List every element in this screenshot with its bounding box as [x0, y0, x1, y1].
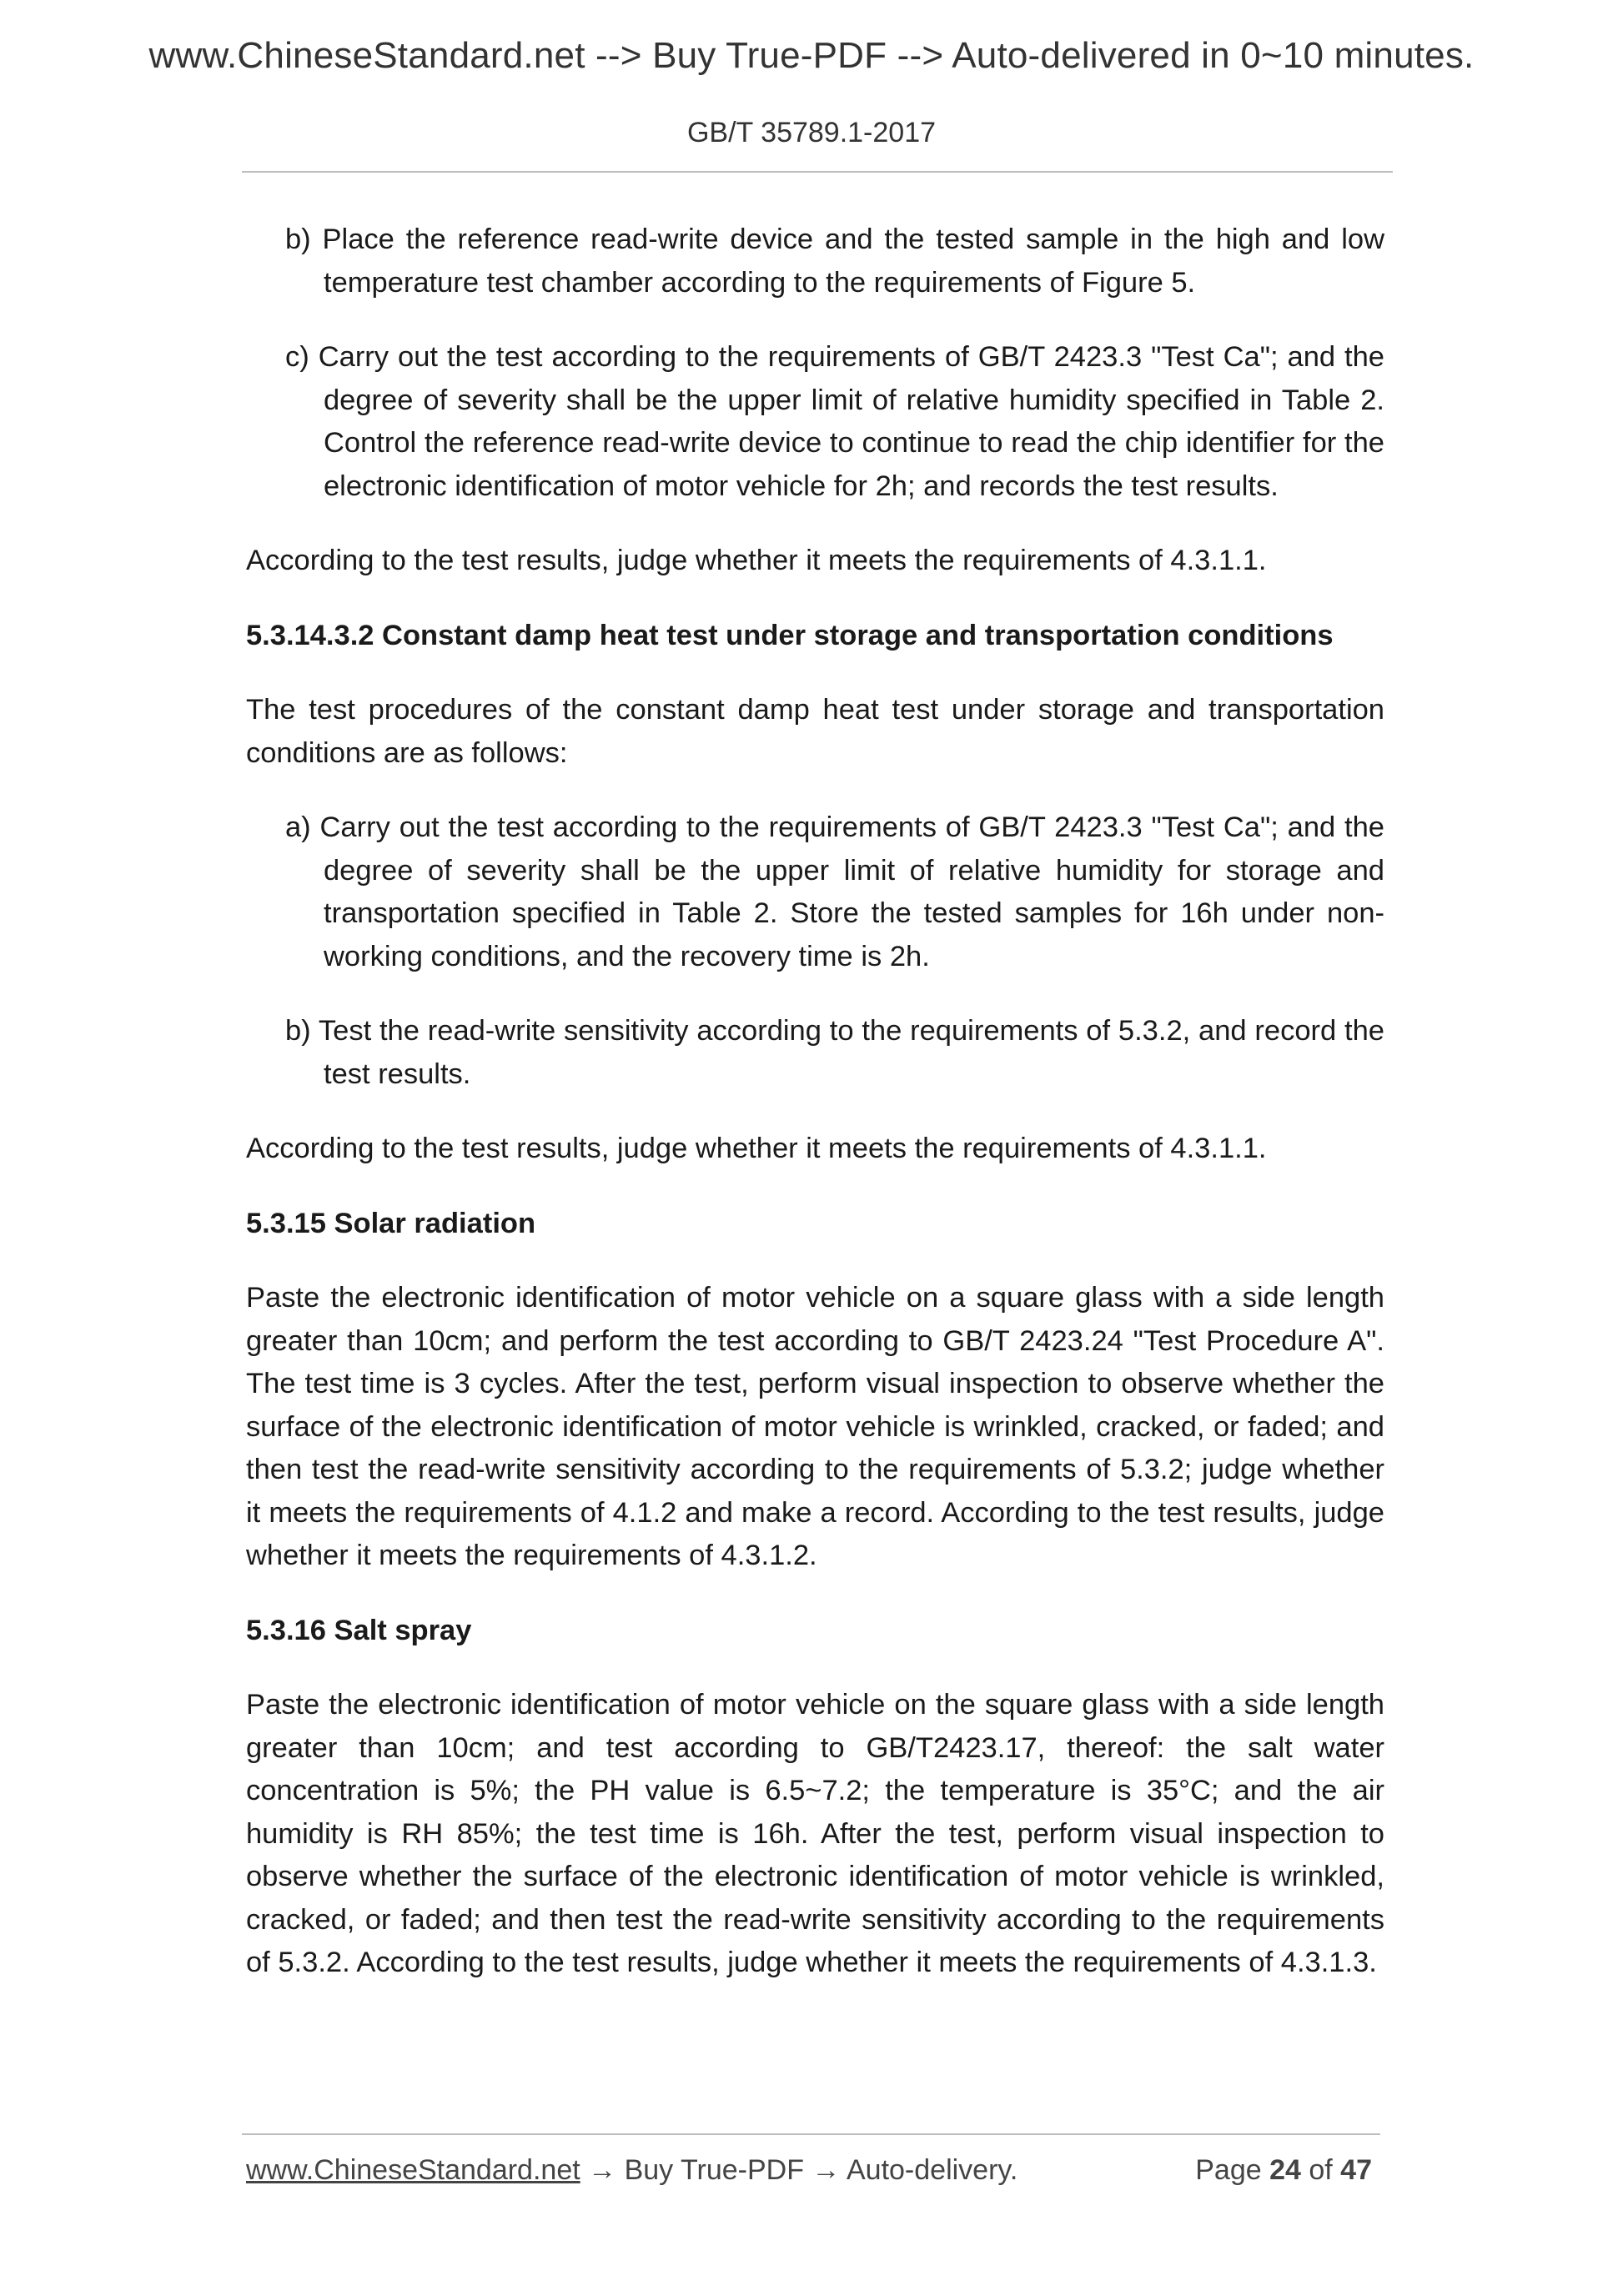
- list-item-b-place-device: b) Place the reference read-write device and the tested sample in the high and low temperature test chamber according to the requirements of Figure 5.: [285, 224, 1384, 299]
- page-number: [1195, 2154, 1372, 2187]
- judgement-paragraph: According to the test results, judge whether it meets the requirements of 4.3.1.1.: [246, 545, 1267, 576]
- page-content: [246, 219, 1384, 2017]
- page-label: Page: [1195, 2154, 1270, 2186]
- footer-tagline: → Buy True-PDF → Auto-delivery.: [580, 2154, 1018, 2186]
- top-banner: www.ChineseStandard.net --> Buy True-PDF --> Auto-delivered in 0~10 minutes.: [148, 35, 1475, 76]
- footer-promo: [246, 2154, 1018, 2187]
- intro-paragraph: The test procedures of the constant damp heat test under storage and transportation conditions are as follows:: [246, 694, 1384, 769]
- page-total: 47: [1340, 2154, 1372, 2186]
- section-heading-5-3-15: 5.3.15 Solar radiation: [246, 1207, 536, 1239]
- solar-radiation-paragraph: Paste the electronic identification of motor vehicle on a square glass with a side length greater than 10cm; and perform the test according to GB/T 2423.24 "Test Procedure A". The test time is 3 cycles. After the test, perform visual inspection to observe whether the surface of the electronic identification of motor vehicle is wrinkled, cracked, or faded; and then test the read-write sensitivity according to the requirements of 5.3.2; judge whether it meets the requirements of 4.1.2 and make a record. According to the test results, judge whether it meets the requirements of 4.3.1.2.: [246, 1282, 1384, 1571]
- judgement-paragraph-2: According to the test results, judge whether it meets the requirements of 4.3.1.1.: [246, 1133, 1267, 1164]
- list-item-c-test-ca: c) Carry out the test according to the requirements of GB/T 2423.3 "Test Ca"; and the degree of severity shall be the upper limit of relative humidity specified in Table 2. Control the reference read-write device to continue to read the chip identifier for the electronic identification of motor vehicle for 2h; and records the test results.: [285, 341, 1384, 502]
- page-current: 24: [1269, 2154, 1301, 2186]
- list-item-a-storage-test: a) Carry out the test according to the requirements of GB/T 2423.3 "Test Ca"; and the degree of severity shall be the upper limit of relative humidity for storage and transportation specified in Table 2. Store the tested samples for 16h under non-working conditions, and the recovery time is 2h.: [285, 811, 1384, 972]
- section-heading-5-3-16: 5.3.16 Salt spray: [246, 1614, 472, 1646]
- document-code: GB/T 35789.1-2017: [686, 117, 937, 148]
- footer-divider: [242, 2133, 1380, 2135]
- section-heading-5-3-14-3-2: 5.3.14.3.2 Constant damp heat test under storage and transportation conditions: [246, 619, 1334, 651]
- page-of-label: of: [1300, 2154, 1341, 2186]
- list-item-b-read-write-sensitivity: b) Test the read-write sensitivity according to the requirements of 5.3.2, and record the test results.: [285, 1015, 1384, 1090]
- salt-spray-paragraph: Paste the electronic identification of motor vehicle on the square glass with a side length greater than 10cm; and test according to GB/T2423.17, thereof: the salt water concentration is 5%; the PH value is 6.5~7.2; the temperature is 35°C; and the air humidity is RH 85%; the test time is 16h. After the test, perform visual inspection to observe whether the surface of the electronic identification of motor vehicle is wrinkled, cracked, or faded; and then test the read-write sensitivity according to the requirements of 5.3.2. According to the test results, judge whether it meets the requirements of 4.3.1.3.: [246, 1689, 1384, 1978]
- header-divider: [242, 171, 1393, 173]
- footer-site-link[interactable]: www.ChineseStandard.net: [246, 2154, 580, 2186]
